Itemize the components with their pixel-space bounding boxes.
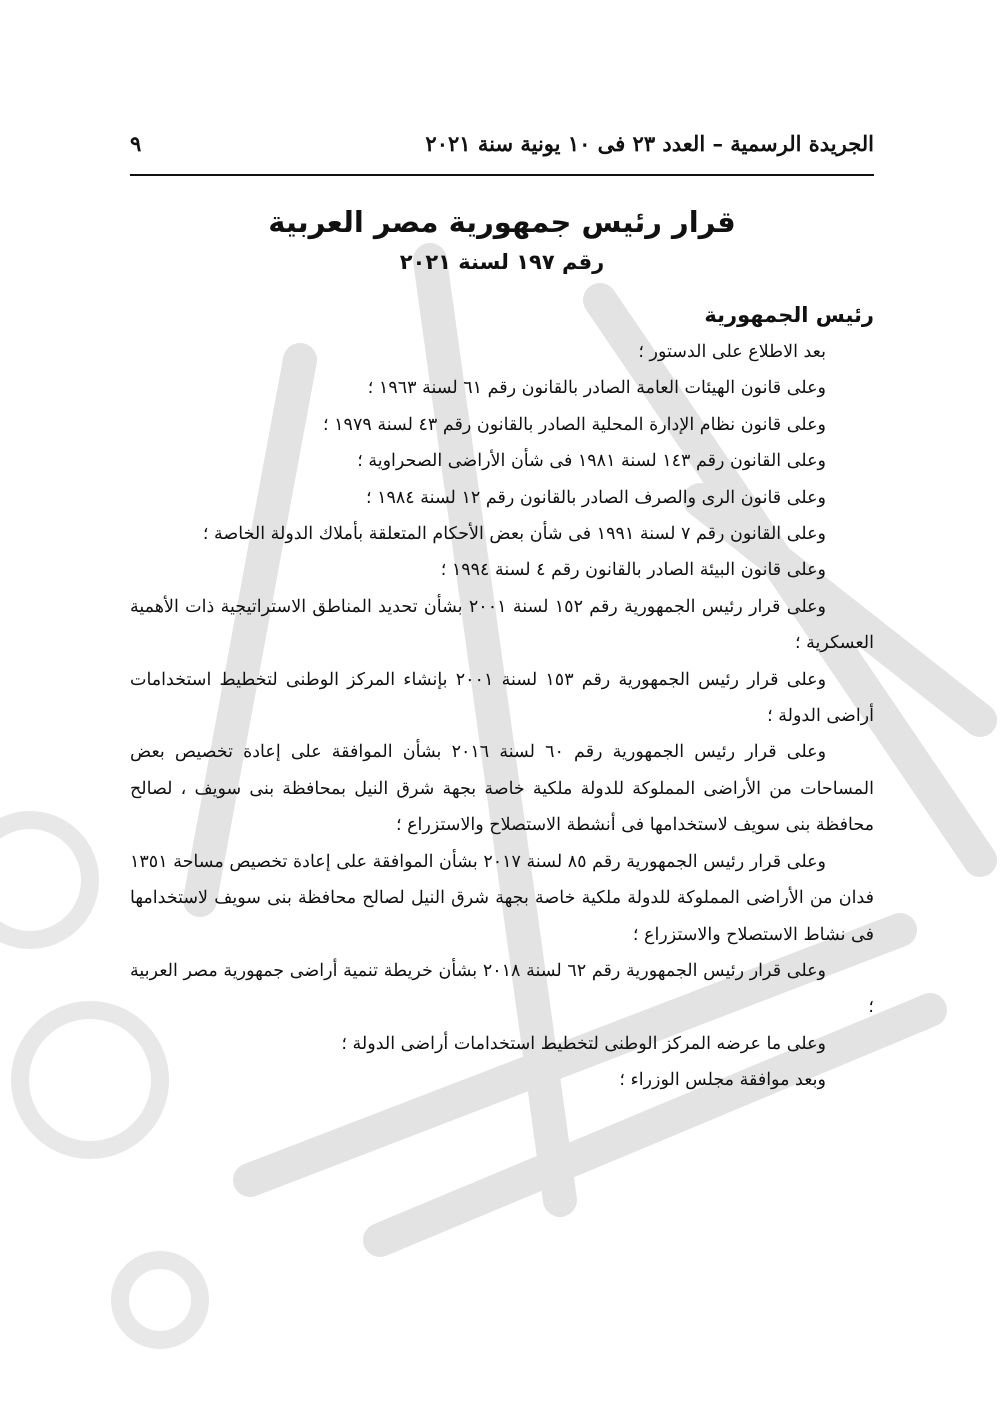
preamble-paragraph: وعلى القانون رقم ٧ لسنة ١٩٩١ فى شأن بعض الأحكام المتعلقة بأملاك الدولة الخاصة ؛ [202,524,826,545]
page-number: ٩ [130,131,142,156]
preamble-paragraph: وعلى قانون الهيئات العامة الصادر بالقانون رقم ٦١ لسنة ١٩٦٣ ؛ [367,378,826,399]
preamble-paragraph: وعلى قانون الرى والصرف الصادر بالقانون رقم ١٢ لسنة ١٩٨٤ ؛ [365,487,826,508]
preamble-paragraph: وعلى قرار رئيس الجمهورية رقم ٦٠ لسنة ٢٠١٦ بشأن الموافقة على إعادة تخصيص بعض المساحات من الأراضى المملوكة للدولة ملكية خاصة بجهة شرق النيل بمحافظة بنى سويف ، لصالح محافظة بنى سويف لاستخدامها فى أنشطة الاستصلاح والاستزراع ؛ [130,742,874,836]
header-divider [130,174,874,176]
decree-number: رقم ١٩٧ لسنة ٢٠٢١ [399,250,605,274]
preamble-paragraph: وعلى القانون رقم ١٤٣ لسنة ١٩٨١ فى شأن الأراضى الصحراوية ؛ [357,451,826,472]
decree-title: قرار رئيس جمهورية مصر العربية [268,205,736,239]
preamble-paragraph: وعلى قانون البيئة الصادر بالقانون رقم ٤ لسنة ١٩٩٤ ؛ [440,560,826,581]
decree-issuer: رئيس الجمهورية [704,303,874,327]
preamble-paragraph: وعلى قرار رئيس الجمهورية رقم ٦٢ لسنة ٢٠١٨ بشأن خريطة تنمية أراضى جمهورية مصر العربية ؛ [130,960,874,1018]
document-page [130,120,874,1099]
decree-preamble [130,334,874,1099]
preamble-paragraph: وعلى قرار رئيس الجمهورية رقم ١٥٢ لسنة ٢٠٠١ بشأن تحديد المناطق الاستراتيجية ذات الأهمية العسكرية ؛ [130,596,874,654]
publication-header: الجريدة الرسمية – العدد ٢٣ فى ١٠ يونية سنة ٢٠٢١ [425,131,874,156]
preamble-paragraph: وعلى قرار رئيس الجمهورية رقم ١٥٣ لسنة ٢٠٠١ بإنشاء المركز الوطنى لتخطيط استخدامات أراضى الدولة ؛ [130,669,874,727]
page-header [130,120,874,168]
preamble-paragraph: وبعد موافقة مجلس الوزراء ؛ [619,1070,826,1091]
preamble-paragraph: بعد الاطلاع على الدستور ؛ [638,342,826,362]
preamble-paragraph: وعلى قانون نظام الإدارة المحلية الصادر بالقانون رقم ٤٣ لسنة ١٩٧٩ ؛ [323,414,826,435]
preamble-paragraph: وعلى ما عرضه المركز الوطنى لتخطيط استخدامات أراضى الدولة ؛ [341,1033,826,1054]
preamble-paragraph: وعلى قرار رئيس الجمهورية رقم ٨٥ لسنة ٢٠١٧ بشأن الموافقة على إعادة تخصيص مساحة ١٣٥١ فدان من الأراضى المملوكة للدولة ملكية خاصة بجهة شرق النيل لصالح محافظة بنى سويف لاستخدامها فى نشاط الاستصلاح والاستزراع ؛ [130,851,874,945]
